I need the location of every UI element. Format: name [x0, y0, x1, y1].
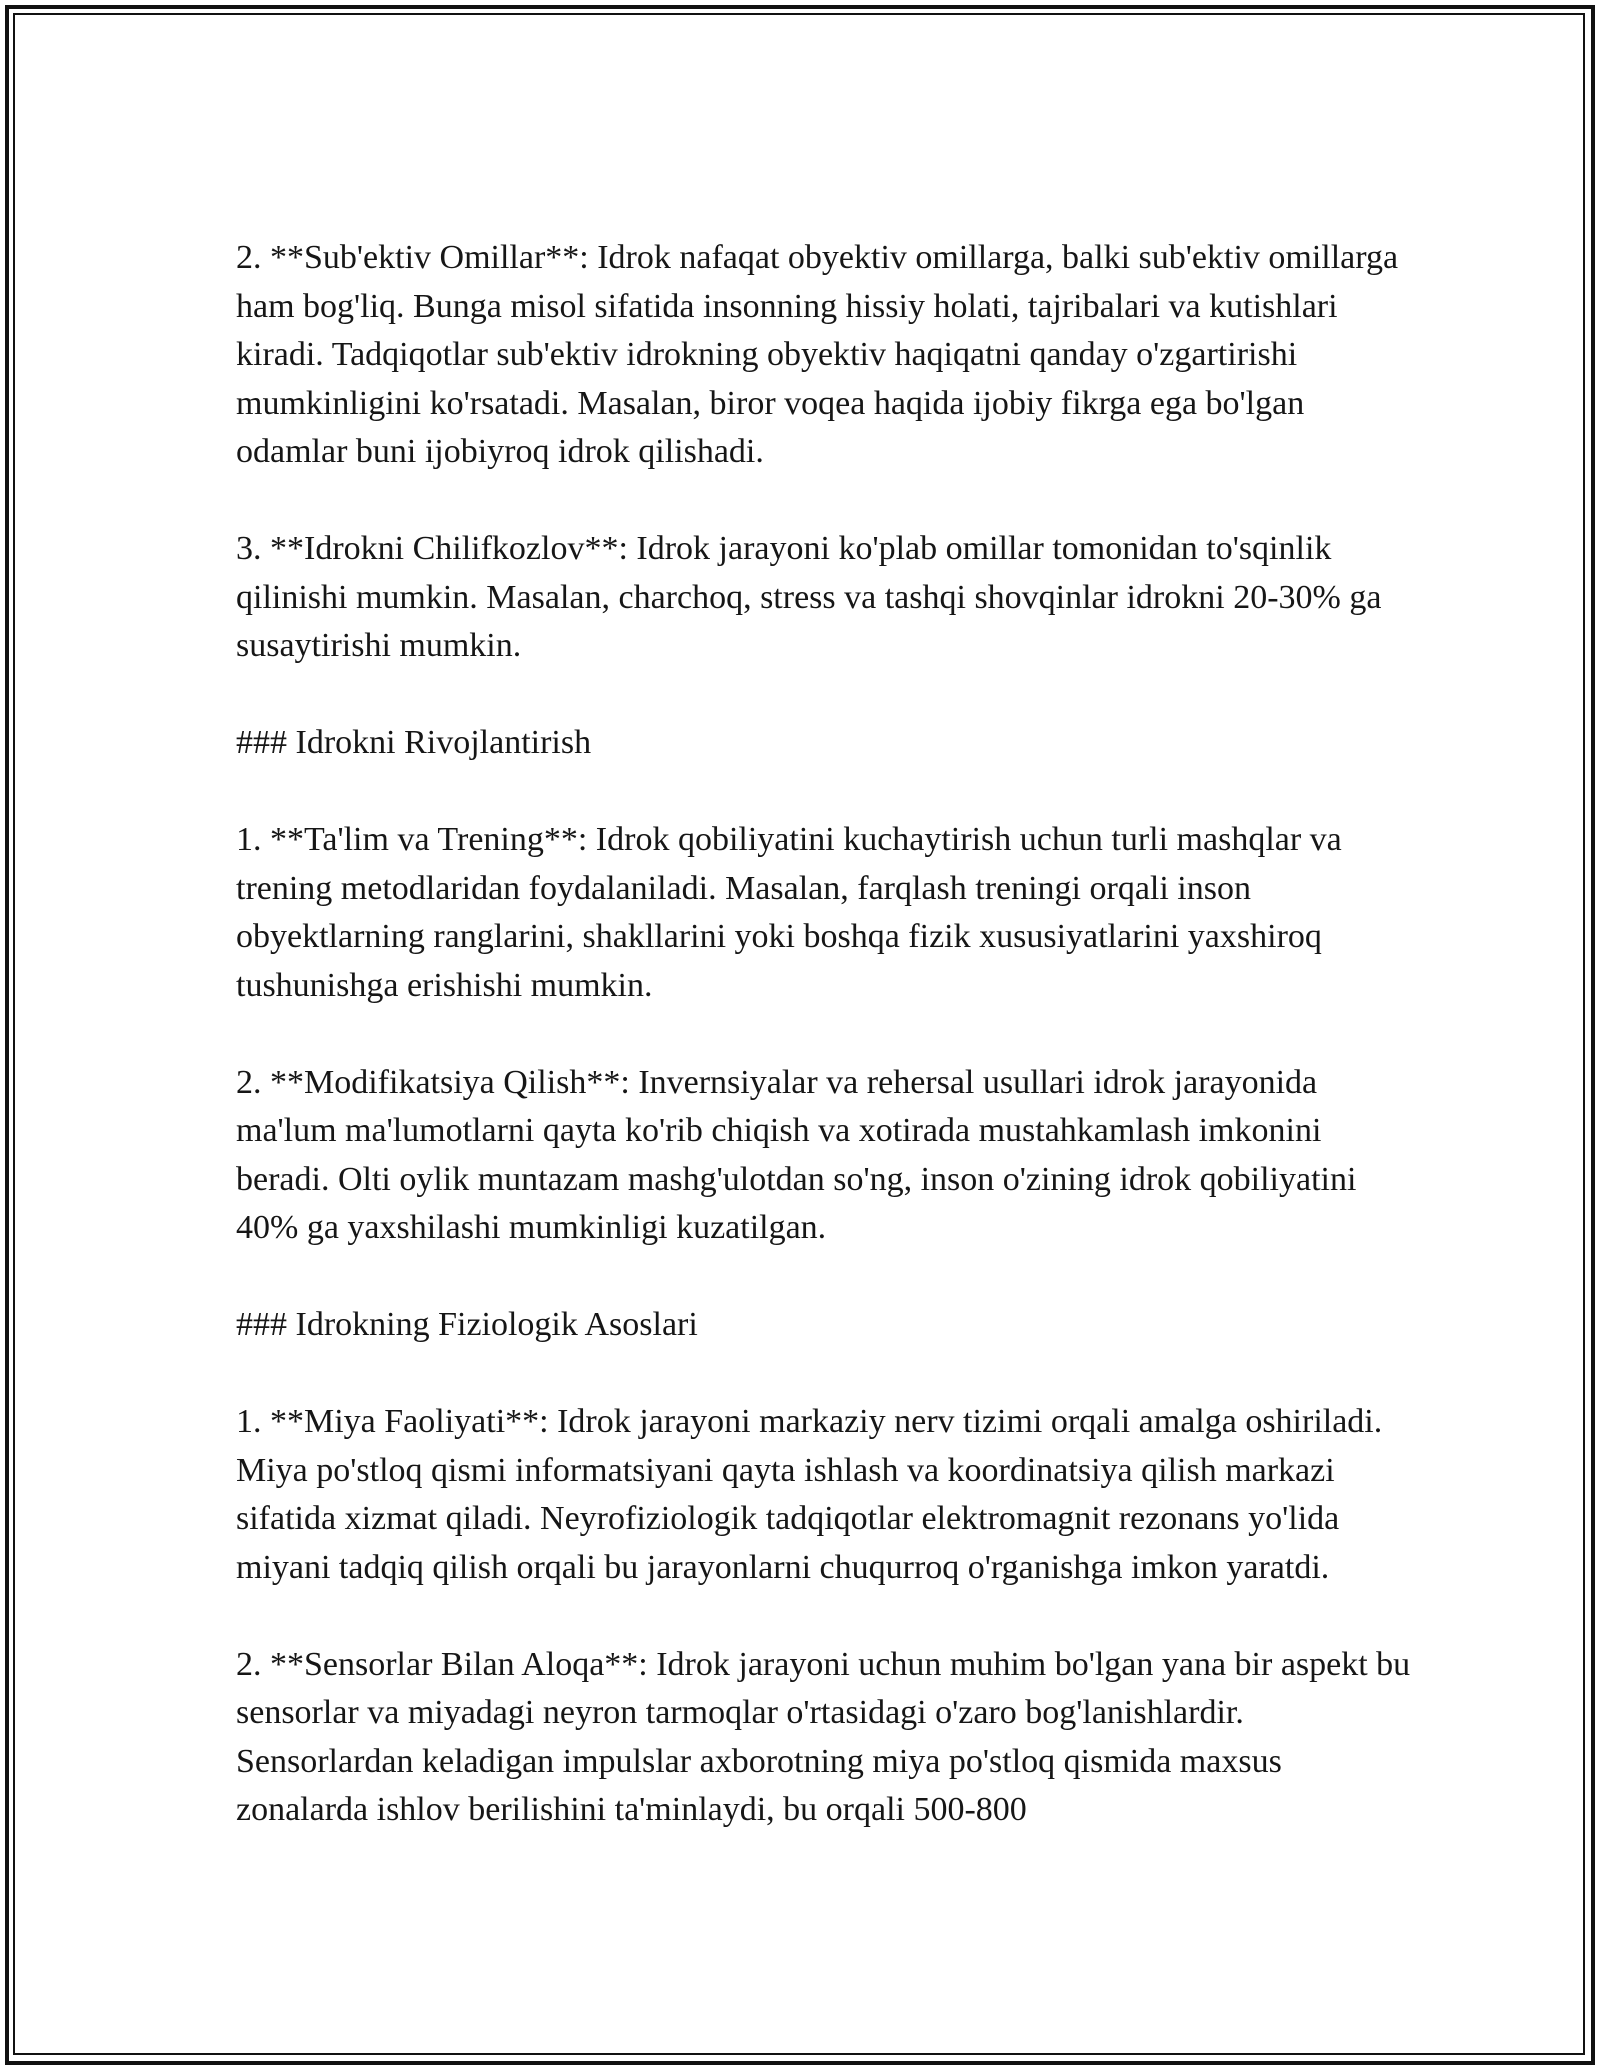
paragraph-modification: 2. **Modifikatsiya Qilish**: Invernsiyalar va rehersal usullari idrok jarayonida ma'lum ma'lumotlarni qayta ko'rib chiqish va xotirada mustahkamlash imkonini beradi. Olti oylik muntazam mashg'ulotdan so'ng, inson o'zining idrok qobiliyatini 40% ga yaxshilashi mumkinligi kuzatilgan.: [236, 1063, 1357, 1246]
paragraph-perception-obstacles: 3. **Idrokni Chilifkozlov**: Idrok jarayoni ko'plab omillar tomonidan to'sqinlik qilinishi mumkin. Masalan, charchoq, stress va tashqi shovqinlar idrokni 20-30% ga susaytirishi mumkin.: [236, 530, 1382, 664]
paragraph-brain-activity: 1. **Miya Faoliyati**: Idrok jarayoni markaziy nerv tizimi orqali amalga oshiriladi. Miya po'stloq qismi informatsiyani qayta ishlash va koordinatsiya qilish markazi sifatida xizmat qiladi. Neyrofiziologik tadqiqotlar elektromagnit rezonans yo'lida miyani tadqiq qilish orqali bu jarayonlarni chuqurroq o'rganishga imkon yaratdi.: [236, 1403, 1383, 1586]
document-body: [236, 234, 1416, 1835]
heading-perception-development: ### Idrokni Rivojlantirish: [236, 724, 592, 761]
paragraph-sensor-connection: 2. **Sensorlar Bilan Aloqa**: Idrok jarayoni uchun muhim bo'lgan yana bir aspekt bu sensorlar va miyadagi neyron tarmoqlar o'rtasidagi o'zaro bog'lanishlardir. Sensorlardan keladigan impulslar axborotning miya po'stloq qismida maxsus zonalarda ishlov berilishini ta'minlaydi, bu orqali 500-800: [236, 1645, 1411, 1828]
heading-physiological-basis: ### Idrokning Fiziologik Asoslari: [236, 1306, 698, 1343]
paragraph-education-training: 1. **Ta'lim va Trening**: Idrok qobiliyatini kuchaytirish uchun turli mashqlar va trening metodlaridan foydalaniladi. Masalan, farqlash treningi orqali inson obyektlarning ranglarini, shakllarini yoki boshqa fizik xususiyatlarini yaxshiroq tushunishga erishishi mumkin.: [236, 821, 1342, 1004]
paragraph-subjective-factors: 2. **Sub'ektiv Omillar**: Idrok nafaqat obyektiv omillarga, balki sub'ektiv omillarga ham bog'liq. Bunga misol sifatida insonning hissiy holati, tajribalari va kutishlari kiradi. Tadqiqotlar sub'ektiv idrokning obyektiv haqiqatni qanday o'zgartirishi mumkinligini ko'rsatadi. Masalan, biror voqea haqida ijobiy fikrga ega bo'lgan odamlar buni ijobiyroq idrok qilishadi.: [236, 239, 1399, 470]
